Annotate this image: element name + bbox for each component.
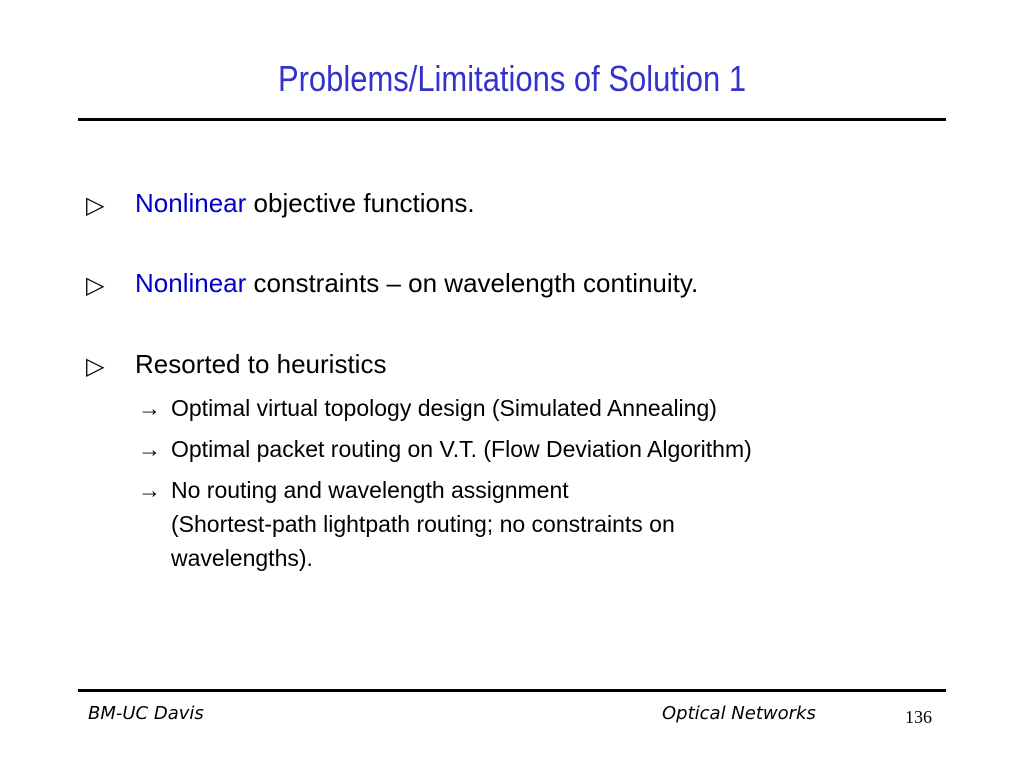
bullet-text — [135, 268, 698, 299]
footer-divider — [78, 689, 946, 692]
footer-course-title: Optical Networks — [662, 703, 816, 724]
bullet-rest-text: Resorted to heuristics — [135, 349, 387, 379]
triangle-bullet-icon: ▷ — [86, 353, 105, 380]
sub-bullet-text: Optimal virtual topology design (Simulated Annealing) — [171, 395, 717, 421]
highlight-text: Nonlinear — [135, 268, 247, 298]
arrow-right-icon: → — [138, 436, 161, 462]
triangle-bullet-icon: ▷ — [86, 272, 105, 299]
arrow-right-icon: → — [138, 477, 161, 503]
slide-title: Problems/Limitations of Solution 1 — [277, 58, 747, 99]
sub-bullet-text: wavelengths). — [171, 545, 313, 571]
sub-bullet-text: Optimal packet routing on V.T. (Flow Deviation Algorithm) — [171, 436, 752, 462]
arrow-right-icon: → — [138, 395, 161, 421]
sub-bullet-text: No routing and wavelength assignment — [171, 477, 569, 503]
bullet-text — [135, 188, 475, 219]
bullet-text — [135, 349, 386, 380]
triangle-bullet-icon: ▷ — [86, 192, 105, 219]
highlight-text: Nonlinear — [135, 188, 247, 218]
page-number: 136 — [905, 707, 932, 727]
footer-institution: BM-UC Davis — [88, 703, 204, 724]
sub-bullet-text: (Shortest-path lightpath routing; no constraints on — [171, 511, 675, 537]
bullet-rest-text: objective functions. — [246, 188, 475, 218]
title-divider — [78, 118, 946, 121]
bullet-rest-text: constraints – on wavelength continuity. — [246, 268, 699, 298]
